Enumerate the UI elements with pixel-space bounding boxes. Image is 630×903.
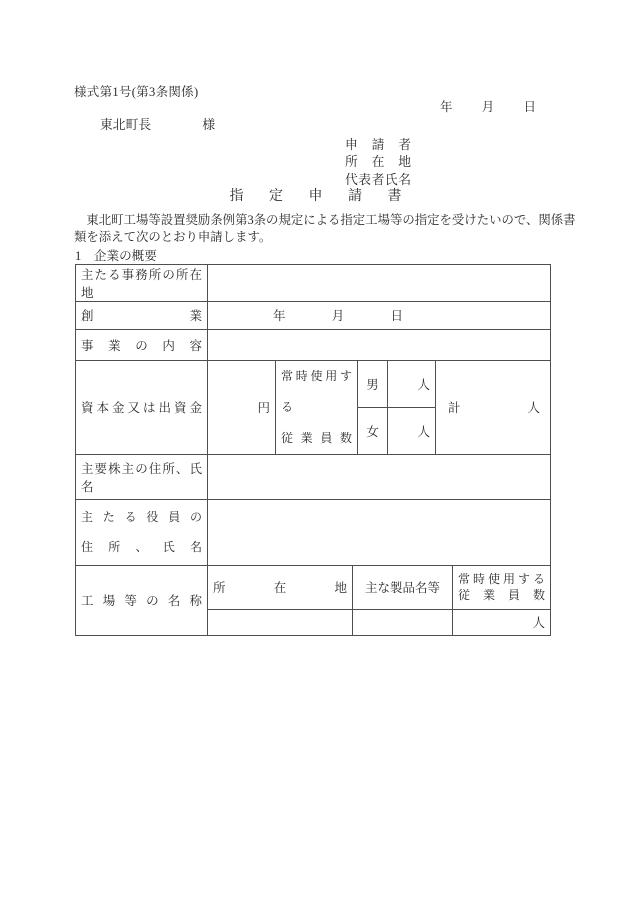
founding-year-label: 年: [273, 309, 286, 324]
body-line-2: 類を添えて次のとおり申請します。: [74, 230, 272, 245]
total-label: 計: [448, 401, 461, 416]
factory-employees-header-line2: 従業員数: [458, 588, 546, 603]
officers-label-line1: 主たる役員の: [81, 510, 202, 525]
factory-products-header: 主な製品名等: [353, 565, 453, 609]
officers-value-cell: [208, 499, 551, 565]
factory-products-value-cell: [353, 609, 453, 635]
employees-header-cell: [276, 360, 358, 454]
addressee-honorific: 様: [202, 118, 216, 132]
capital-value-cell: [208, 360, 276, 454]
factory-employees-header-line1: 常時使用する: [458, 572, 546, 587]
factory-address-value-cell: [208, 609, 353, 635]
applicant-representative-label: 代表者氏名: [345, 172, 411, 187]
applicant-label: 申請者: [345, 138, 411, 152]
shareholders-value-cell: [208, 454, 551, 499]
date-year-label: 年: [440, 100, 453, 114]
applicant-location-label: 所在地: [345, 155, 411, 170]
body-paragraph: [74, 212, 576, 247]
founding-month-label: 月: [331, 309, 345, 324]
factory-employees-value-cell: 人: [453, 609, 551, 635]
founding-date-fields: [273, 306, 403, 324]
date-fields: [440, 100, 536, 114]
yen-unit-label: 円: [257, 401, 270, 416]
table-row-shareholders: [76, 454, 551, 499]
officers-label-line2: 住所、氏名: [81, 540, 202, 555]
document-content: [74, 85, 576, 636]
shareholders-label: 主要株主の住所、氏名: [76, 454, 208, 499]
table-row-officers: [76, 499, 551, 565]
factory-employees-header: [453, 565, 551, 609]
total-employees-cell: [436, 360, 551, 454]
addressee-name: 東北町長: [100, 118, 152, 132]
date-line: [74, 100, 557, 114]
employees-header-line1: 常時使用する: [281, 368, 352, 414]
total-person-unit: 人: [527, 401, 541, 416]
female-label: 女: [358, 407, 388, 454]
date-month-label: 月: [481, 100, 495, 114]
employees-header-line2: 従業員数: [281, 430, 352, 445]
applicant-block: [345, 137, 411, 189]
section-heading: 1 企業の概要: [75, 248, 157, 263]
addressee-line: [74, 118, 557, 132]
factory-address-header: 所在地: [208, 565, 353, 609]
founding-label: 創業: [76, 301, 208, 329]
male-count-cell: 人: [388, 360, 436, 407]
business-label: 事業の内容: [76, 329, 208, 360]
officers-label: [76, 499, 208, 565]
body-line-1: 東北町工場等設置奨励条例第3条の規定による指定工場等の指定を受けたいので、関係書: [74, 212, 576, 227]
founding-value-cell: [208, 301, 551, 329]
business-value-cell: [208, 329, 551, 360]
table-row-head-office: [76, 264, 551, 301]
head-office-label: 主たる事務所の所在地: [76, 264, 208, 301]
male-label: 男: [358, 360, 388, 407]
factory-name-label: 工場等の名称: [76, 565, 208, 635]
document-title: 指定申請書: [229, 188, 402, 204]
founding-day-label: 日: [390, 309, 403, 324]
date-day-label: 日: [523, 100, 536, 114]
table-row-founding: [76, 301, 551, 329]
capital-label: 資本金又は出資金: [76, 360, 208, 454]
table-row-factory-header: [76, 565, 551, 609]
female-count-cell: 人: [388, 407, 436, 454]
table-row-business: [76, 329, 551, 360]
head-office-value-cell: [208, 264, 551, 301]
table-row-capital-male: [76, 360, 551, 407]
form-number: 様式第1号(第3条関係): [74, 85, 199, 99]
company-overview-table: [75, 264, 551, 636]
